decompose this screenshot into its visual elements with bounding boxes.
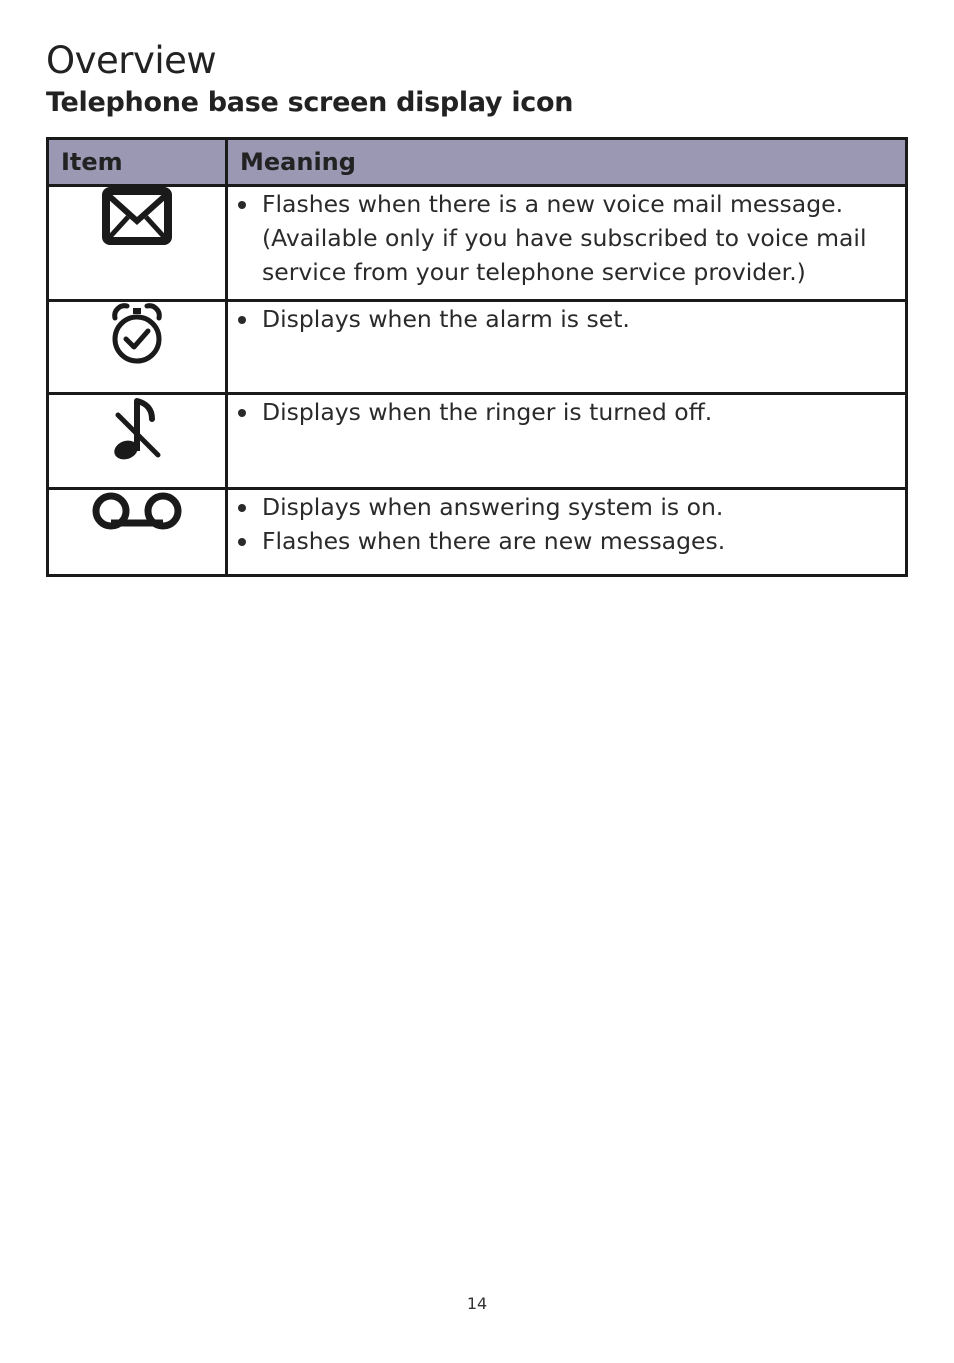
- list-item: Displays when the alarm is set.: [228, 302, 905, 336]
- table-row: [48, 489, 907, 576]
- ringer-off-icon: [112, 395, 162, 463]
- bullet-list: [228, 302, 905, 336]
- page-title: Overview: [46, 39, 217, 82]
- list-item: Displays when answering system is on.: [228, 490, 905, 524]
- column-header-item: Item: [48, 139, 227, 186]
- icon-cell: [48, 301, 227, 394]
- list-item: Displays when the ringer is turned off.: [228, 395, 905, 429]
- icon-cell: [48, 186, 227, 301]
- table-row: [48, 186, 907, 301]
- envelope-icon: [102, 187, 172, 245]
- icon-cell: [48, 489, 227, 576]
- table-row: [48, 394, 907, 489]
- alarm-clock-icon: [109, 302, 165, 366]
- meaning-cell: [227, 301, 907, 394]
- list-item: Flashes when there are new messages.: [228, 524, 905, 558]
- icon-cell: [48, 394, 227, 489]
- column-header-meaning: Meaning: [227, 139, 907, 186]
- bullet-list: [228, 490, 905, 558]
- meaning-cell: [227, 489, 907, 576]
- page-number: 14: [466, 1294, 488, 1313]
- section-title: Telephone base screen display icon: [46, 87, 574, 118]
- icon-meaning-table: [46, 137, 908, 577]
- voicemail-tape-icon: [89, 490, 185, 532]
- bullet-list: [228, 187, 905, 289]
- bullet-list: [228, 395, 905, 429]
- table-row: [48, 301, 907, 394]
- meaning-cell: [227, 394, 907, 489]
- table-header-row: [48, 139, 907, 186]
- meaning-cell: [227, 186, 907, 301]
- list-item: Flashes when there is a new voice mail message. (Available only if you have subscribed to voice mail service from your telephone service provider.): [228, 187, 905, 289]
